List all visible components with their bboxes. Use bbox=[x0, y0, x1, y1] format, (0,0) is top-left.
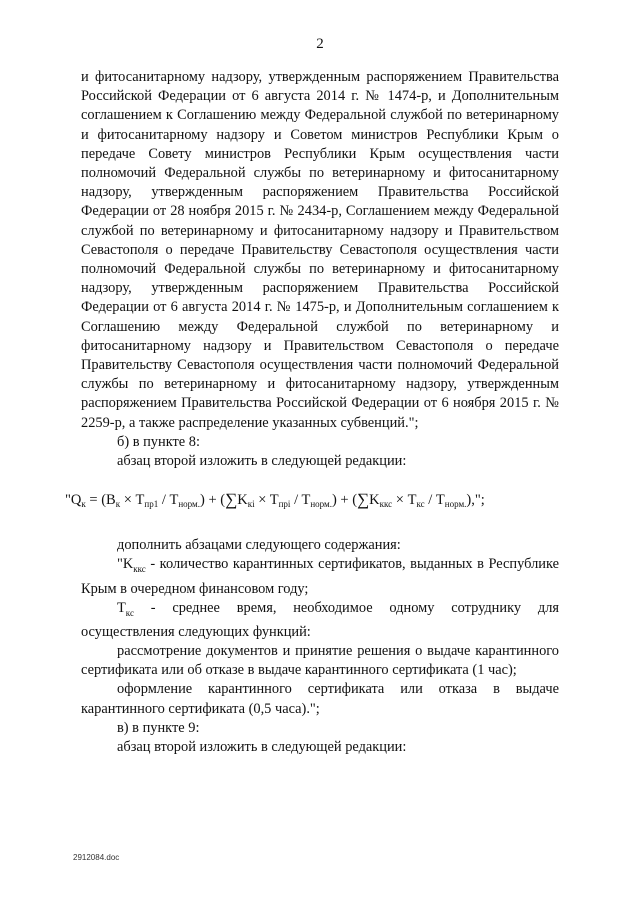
formula-b-var: B bbox=[106, 492, 116, 509]
formula-q bbox=[65, 490, 575, 514]
tks-sub: кс bbox=[125, 607, 134, 618]
kkks-text: - количество карантинных сертификатов, выданных в Республике Крым в очередном финансовом году; bbox=[81, 556, 559, 597]
formula-slash3: / T bbox=[424, 492, 445, 509]
formula-slash2: / T bbox=[290, 492, 311, 509]
formula-sum1: ∑ bbox=[225, 490, 238, 510]
formula-eq: = ( bbox=[85, 492, 107, 509]
paragraph-kkks-definition bbox=[81, 555, 559, 598]
page-number: 2 bbox=[316, 36, 324, 52]
paragraph-point-8: б) в пункте 8: bbox=[117, 433, 200, 450]
document-code: 2912084.doc bbox=[73, 853, 120, 862]
formula-q-sub: к bbox=[81, 499, 86, 510]
formula-close2: ) + ( bbox=[331, 492, 358, 509]
kkks-variable bbox=[117, 556, 146, 575]
formula-t2: × T bbox=[254, 492, 279, 509]
tks-variable bbox=[117, 600, 134, 616]
formula-t3-sub: кс bbox=[416, 499, 425, 510]
formula-t3: × T bbox=[392, 492, 417, 509]
formula-k1-sub: кi bbox=[247, 499, 255, 510]
formula-slash1: / T bbox=[158, 492, 179, 509]
formula-open-quote: " bbox=[65, 492, 71, 509]
formula-b-sub: к bbox=[115, 499, 121, 510]
formula-tn1-sub: норм. bbox=[178, 499, 200, 510]
paragraph-instruction-3: абзац второй изложить в следующей редакции: bbox=[117, 739, 407, 756]
formula-tn2-sub: норм. bbox=[310, 499, 332, 510]
kkks-sub: ккс bbox=[133, 564, 146, 575]
document-body bbox=[65, 68, 559, 757]
formula-tn3-sub: норм. bbox=[444, 499, 467, 510]
paragraph-function-1: рассмотрение документов и принятие решения о выдаче карантинного сертификата или об отказе в выдаче карантинного сертификата (1 час); bbox=[81, 643, 559, 679]
formula-t1: × T bbox=[120, 492, 145, 509]
formula-close3: ),"; bbox=[466, 492, 485, 509]
formula-q-var: Q bbox=[70, 492, 82, 509]
formula-t1-sub: пр1 bbox=[144, 499, 159, 510]
formula-k2-sub: ккс bbox=[379, 499, 393, 510]
kkks-letter: "K bbox=[117, 556, 134, 573]
tks-letter: T bbox=[117, 599, 126, 616]
formula-t2-sub: прi bbox=[278, 499, 291, 510]
paragraph-point-9: в) в пункте 9: bbox=[117, 719, 200, 736]
paragraph-function-2: оформление карантинного сертификата или отказа в выдаче карантинного сертификата (0,5 часа)."; bbox=[81, 681, 559, 717]
paragraph-instruction-2: дополнить абзацами следующего содержания: bbox=[117, 537, 401, 554]
formula-close1: ) + ( bbox=[200, 492, 226, 509]
formula-sum2: ∑ bbox=[357, 490, 370, 510]
formula-k2: K bbox=[369, 492, 380, 509]
paragraph-instruction-1: абзац второй изложить в следующей редакции: bbox=[117, 453, 407, 470]
formula-k1: K bbox=[237, 492, 248, 509]
tks-text: - среднее время, необходимое одному сотруднику для осуществления следующих функций: bbox=[81, 599, 559, 640]
paragraph-tks-definition bbox=[81, 599, 559, 642]
paragraph-continuation: и фитосанитарному надзору, утвержденным распоряжением Правительства Российской Федерации от 6 августа 2014 г. № 1474-р, и Дополнительным соглашением к Соглашению между Федеральной службой по ветеринарному и фитосанитарному надзору и Советом министров Республики Крым о передаче Совету министров Республики Крым осуществления части полномочий Федеральной службы по ветеринарному и фитосанитарному надзору, утвержденным распоряжением Правительства Российской Федерации от 28 ноября 2015 г. № 2434-р, Соглашением между Федеральной службой по ветеринарному и фитосанитарному надзору и Правительством Севастополя о передаче Правительству Севастополя осуществления части полномочий Федеральной службы по ветеринарному и фитосанитарному надзору, утвержденным распоряжением Правительства Российской Федерации от 6 августа 2014 г. № 1475-р, и Дополнительным соглашением к Соглашению между Федеральной службой по ветеринарному и фитосанитарному надзору и Правительством Севастополя о передаче Правительству Севастополя осуществления части полномочий Федеральной службы по ветеринарному и фитосанитарному надзору, утвержденным распоряжением Правительства Российской Федерации от 6 ноября 2015 г. № 2259-р, а также распределение указанных субвенций."; bbox=[81, 69, 559, 431]
